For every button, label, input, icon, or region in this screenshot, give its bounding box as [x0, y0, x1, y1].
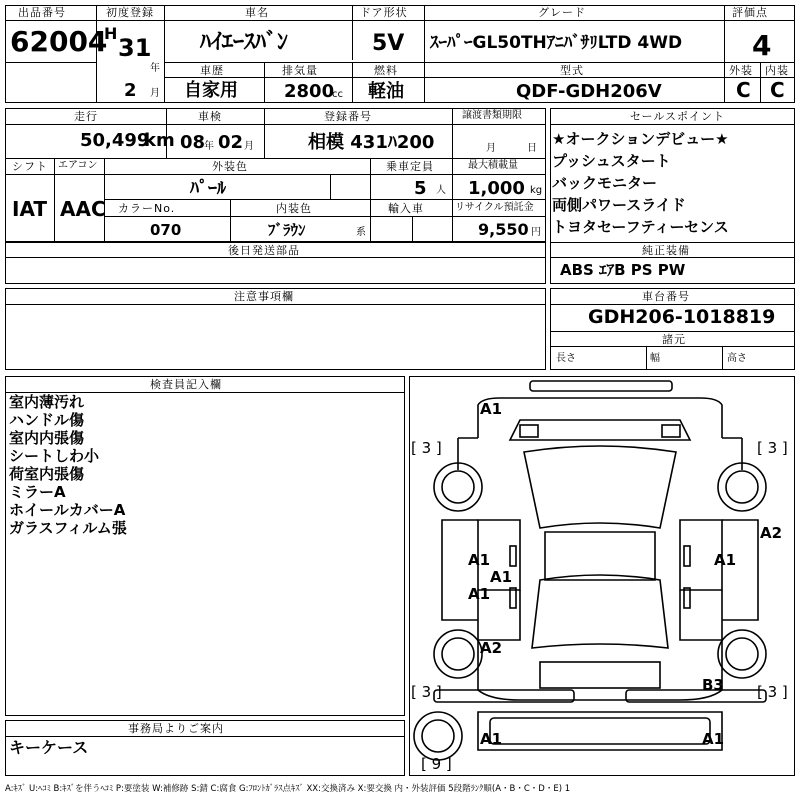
km-unit: km: [144, 130, 175, 151]
inspector-note-item: シートしわ小: [9, 447, 100, 465]
color-no-label: カラーNo.: [118, 202, 176, 215]
score-value: 4: [752, 29, 772, 62]
panel-count-label: [ 3 ]: [757, 683, 788, 701]
yen-unit: 円: [531, 227, 541, 238]
cc-unit: cc: [332, 89, 343, 100]
door-value: 5V: [372, 31, 405, 56]
selling-points-label: セールスポイント: [630, 110, 726, 123]
color-suffix: 系: [356, 227, 366, 238]
selling-point-item: ★オークションデビュー★: [552, 130, 729, 148]
registration-label: 登録番号: [324, 110, 372, 123]
insp-month-unit: 月: [244, 141, 254, 152]
insp-month-value: 02: [218, 132, 244, 153]
fuel-label: 燃料: [374, 64, 398, 77]
inspector-note-item: ガラスフィルム張: [9, 519, 127, 537]
panel-count-label: [ 9 ]: [421, 755, 452, 773]
panel-count-label: [ 3 ]: [411, 439, 442, 457]
later-parts-label: 後日発送部品: [228, 244, 300, 257]
recycle-value: 9,550: [478, 220, 529, 239]
inspector-note-item: ミラーA: [9, 483, 66, 501]
damage-mark: A2: [480, 639, 503, 657]
aircon-value: AAC: [60, 197, 106, 221]
max-load-value: 1,000: [468, 178, 525, 199]
int-color-label: 内装色: [276, 202, 312, 215]
exterior-value: C: [736, 78, 751, 102]
grade-value: ｽｰﾊﾟｰGL50THｱﾆﾊﾞｻﾘLTD 4WD: [430, 33, 683, 53]
capacity-value: 5: [414, 178, 427, 199]
damage-mark: A2: [760, 524, 783, 542]
max-load-label: 最大積載量: [468, 160, 518, 171]
inspection-label: 車検: [198, 110, 222, 123]
office-notice-label: 事務局よりご案内: [128, 722, 224, 735]
damage-mark: B3: [702, 676, 724, 694]
specs-label: 諸元: [662, 333, 686, 346]
damage-mark: A1: [468, 585, 491, 603]
height-label: 高さ: [727, 353, 747, 364]
int-color-value: ﾌﾞﾗｳﾝ: [268, 221, 306, 239]
score-label: 評価点: [732, 6, 768, 19]
inspector-note-item: 荷室内張傷: [9, 465, 85, 483]
lot-no-label: 出品番号: [18, 6, 66, 19]
history-value: 自家用: [184, 80, 238, 101]
interior-value: C: [770, 78, 785, 102]
chassis-no-value: GDH206-1018819: [588, 306, 776, 328]
exterior-label: 外装: [729, 64, 753, 77]
width-label: 幅: [650, 353, 660, 364]
damage-mark: A1: [702, 730, 725, 748]
ext-color-label: 外装色: [212, 160, 248, 173]
model-code-value: QDF-GDH206V: [516, 81, 662, 102]
grade-label: グレード: [538, 6, 586, 19]
car-name-value: ﾊｲｴｰｽﾊﾞﾝ: [200, 30, 289, 55]
displacement-value: 2800: [284, 81, 335, 102]
history-label: 車歴: [200, 64, 224, 77]
office-notice-value: キーケース: [9, 738, 89, 757]
era-value: H: [104, 24, 118, 43]
deadline-day-unit: 日: [527, 143, 537, 154]
insp-year-unit: 年: [204, 141, 214, 152]
selling-point-item: 両側パワースライド: [552, 196, 686, 214]
mileage-label: 走行: [74, 110, 98, 123]
interior-label: 内装: [765, 64, 789, 77]
inspector-note-item: 室内内張傷: [9, 429, 85, 447]
import-label: 輸入車: [388, 202, 424, 215]
deadline-month-unit: 月: [486, 143, 496, 154]
genuine-equipment-value: ABS ｴｱB PS PW: [560, 261, 686, 279]
year-value: 31: [118, 34, 152, 62]
color-no-value: 070: [150, 221, 182, 239]
car-name-label: 車名: [245, 6, 269, 19]
panel-count-label: [ 3 ]: [757, 439, 788, 457]
recycle-label: リサイクル預託金: [455, 202, 534, 213]
door-label: ドア形状: [360, 6, 408, 19]
panel-count-label: [ 3 ]: [411, 683, 442, 701]
inspector-note-item: ホイールカバーA: [9, 501, 126, 519]
insp-year-value: 08: [180, 132, 206, 153]
mileage-value: 50,499: [80, 130, 150, 151]
inspector-note-item: 室内薄汚れ: [9, 393, 85, 411]
chassis-no-label: 車台番号: [642, 290, 690, 303]
length-label: 長さ: [556, 353, 576, 364]
damage-mark: A1: [468, 551, 491, 569]
selling-point-item: プッシュスタート: [552, 152, 671, 170]
transfer-deadline-label: 譲渡書類期限: [462, 110, 522, 121]
damage-mark: A1: [480, 730, 503, 748]
damage-mark: A1: [714, 551, 737, 569]
selling-point-item: バックモニター: [552, 174, 658, 192]
aircon-label: エアコン: [58, 160, 98, 171]
month-value: 2: [124, 80, 137, 101]
fuel-value: 軽油: [368, 81, 404, 102]
damage-mark: A1: [480, 400, 503, 418]
first-reg-label: 初度登録: [106, 6, 154, 19]
selling-point-item: トヨタセーフティーセンス: [552, 218, 729, 236]
kg-unit: kg: [530, 185, 543, 196]
registration-value: 相模 431ﾊ200: [308, 132, 435, 153]
displacement-label: 排気量: [282, 64, 318, 77]
month-unit: 月: [150, 88, 160, 99]
lot-no-value: 62004: [10, 25, 108, 58]
inspector-notes-label: 検査員記入欄: [150, 378, 222, 391]
genuine-equipment-label: 純正装備: [642, 244, 690, 257]
capacity-label: 乗車定員: [386, 160, 434, 173]
year-unit: 年: [150, 63, 160, 74]
ext-color-value: ﾊﾟｰﾙ: [190, 178, 226, 199]
model-code-label: 型式: [560, 64, 584, 77]
damage-mark: A1: [490, 568, 513, 586]
caution-label: 注意事項欄: [234, 290, 294, 303]
damage-code-legend: A:ｷｽﾞ U:ﾍｺﾐ B:ｷｽﾞを伴うﾍｺﾐ P:要塗装 W:補修跡 S:錆 C:腐食 G:ﾌﾛﾝﾄｶﾞﾗｽ点ｷｽﾞ XX:交換済み X:要交換 内・外装評価 5段階ﾗﾝｸ順(A・B・C・D・E) 1: [5, 784, 571, 794]
shift-label: シフト: [12, 160, 48, 173]
inspector-note-item: ハンドル傷: [9, 411, 85, 429]
person-unit: 人: [436, 185, 446, 196]
shift-value: IAT: [12, 197, 48, 221]
